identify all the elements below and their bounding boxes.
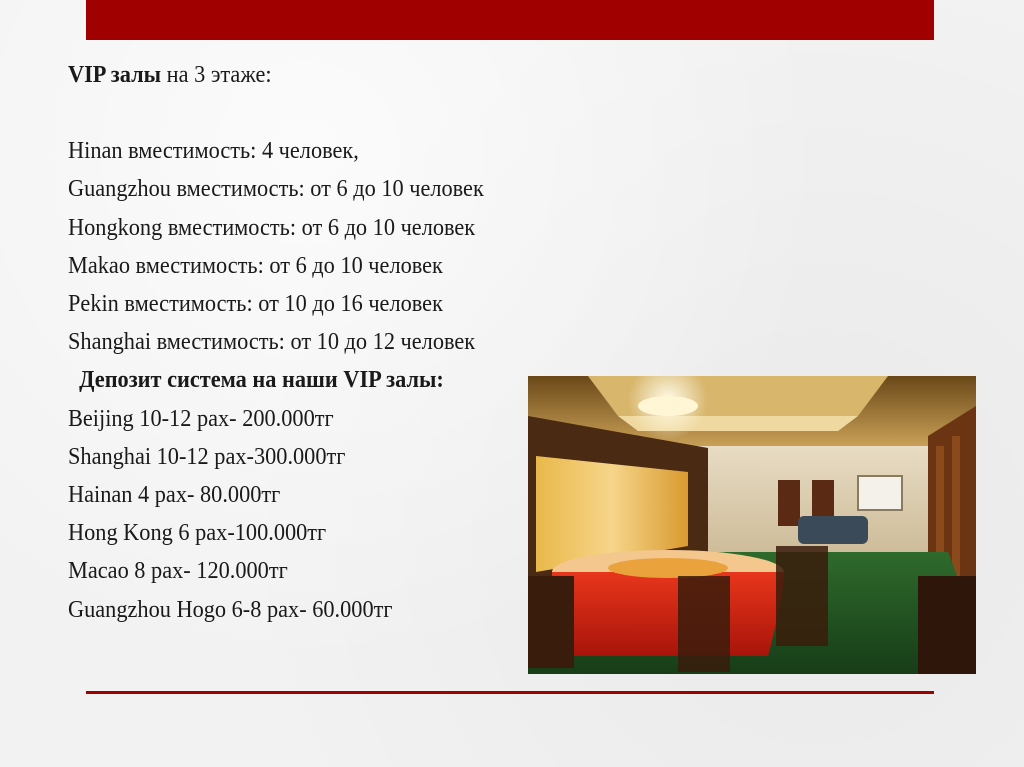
heading-bold: VIP залы [68, 62, 162, 88]
bottom-divider-line [86, 691, 934, 694]
deposit-line: Guangzhou Hogo 6-8 pax- 60.000тг [68, 596, 393, 623]
capacity-line: Hinan вместимость: 4 человек, [68, 138, 359, 165]
capacity-line: Guangzhou вместимость: от 6 до 10 человек [68, 176, 484, 203]
capacity-line: Pekin вместимость: от 10 до 16 человек [68, 291, 443, 318]
slide-heading [68, 56, 589, 94]
heading-rest: на 3 этаже: [161, 62, 272, 88]
capacity-line: Shanghai вместимость: от 10 до 12 человек [68, 329, 476, 356]
spacer [68, 94, 628, 132]
deposit-title: Депозит система на наши VIP залы: [79, 367, 444, 394]
deposit-line: Hong Kong 6 pax-100.000тг [68, 520, 327, 547]
capacity-line: Makao вместимость: от 6 до 10 человек [68, 252, 443, 279]
deposit-line: Macao 8 pax- 120.000тг [68, 558, 288, 585]
deposit-line: Beijing 10-12 pax- 200.000тг [68, 405, 334, 432]
deposit-line: Hainan 4 pax- 80.000тг [68, 482, 281, 509]
deposit-line: Shanghai 10-12 pax-300.000тг [68, 443, 346, 470]
top-accent-bar [86, 0, 934, 40]
vip-room-photo [528, 376, 976, 674]
capacity-line: Hongkong вместимость: от 6 до 10 человек [68, 214, 476, 241]
